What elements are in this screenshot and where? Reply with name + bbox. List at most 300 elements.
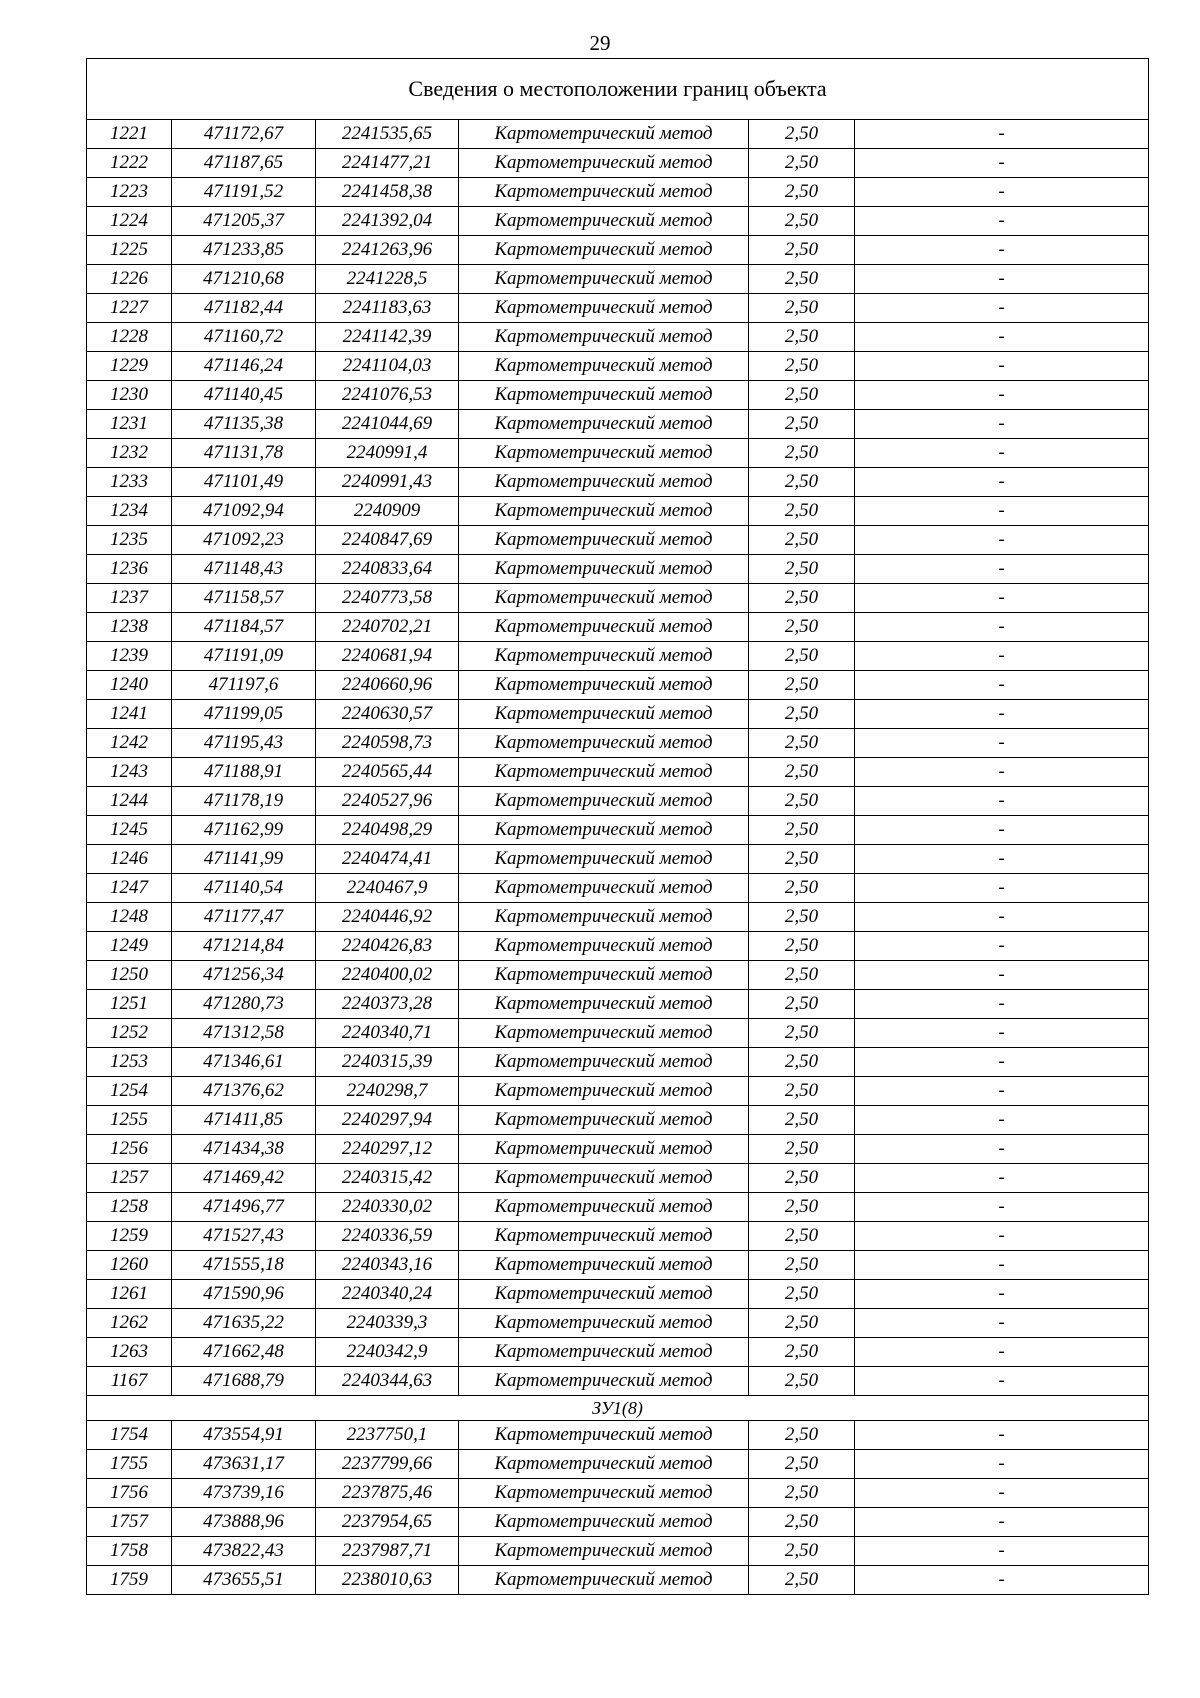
accuracy-cell: 2,50 (749, 1367, 855, 1396)
table-row (87, 845, 1149, 874)
description-cell: - (855, 1421, 1149, 1450)
y-coordinate-cell: 2240315,39 (316, 1048, 459, 1077)
x-coordinate-cell: 471187,65 (172, 149, 316, 178)
description-cell: - (855, 497, 1149, 526)
x-coordinate-cell: 471191,09 (172, 642, 316, 671)
point-number-cell: 1225 (87, 236, 172, 265)
point-number-cell: 1246 (87, 845, 172, 874)
description-cell: - (855, 816, 1149, 845)
y-coordinate-cell: 2237875,46 (316, 1479, 459, 1508)
point-number-cell: 1754 (87, 1421, 172, 1450)
point-number-cell: 1238 (87, 613, 172, 642)
description-cell: - (855, 787, 1149, 816)
table-row (87, 149, 1149, 178)
point-number-cell: 1223 (87, 178, 172, 207)
accuracy-cell: 2,50 (749, 932, 855, 961)
description-cell: - (855, 584, 1149, 613)
y-coordinate-cell: 2240991,43 (316, 468, 459, 497)
description-cell: - (855, 1019, 1149, 1048)
accuracy-cell: 2,50 (749, 1537, 855, 1566)
method-cell: Картометрический метод (459, 323, 749, 352)
table-row (87, 1566, 1149, 1595)
method-cell: Картометрический метод (459, 381, 749, 410)
point-number-cell: 1258 (87, 1193, 172, 1222)
method-cell: Картометрический метод (459, 1309, 749, 1338)
x-coordinate-cell: 471146,24 (172, 352, 316, 381)
accuracy-cell: 2,50 (749, 265, 855, 294)
description-cell: - (855, 381, 1149, 410)
method-cell: Картометрический метод (459, 178, 749, 207)
boundary-coordinates-table (86, 58, 1149, 1595)
description-cell: - (855, 1048, 1149, 1077)
y-coordinate-cell: 2240339,3 (316, 1309, 459, 1338)
x-coordinate-cell: 473739,16 (172, 1479, 316, 1508)
point-number-cell: 1755 (87, 1450, 172, 1479)
accuracy-cell: 2,50 (749, 758, 855, 787)
description-cell: - (855, 410, 1149, 439)
method-cell: Картометрический метод (459, 729, 749, 758)
x-coordinate-cell: 471376,62 (172, 1077, 316, 1106)
accuracy-cell: 2,50 (749, 1338, 855, 1367)
point-number-cell: 1759 (87, 1566, 172, 1595)
y-coordinate-cell: 2240474,41 (316, 845, 459, 874)
table-title-row (87, 59, 1149, 120)
x-coordinate-cell: 471160,72 (172, 323, 316, 352)
point-number-cell: 1758 (87, 1537, 172, 1566)
accuracy-cell: 2,50 (749, 1309, 855, 1338)
accuracy-cell: 2,50 (749, 323, 855, 352)
table-row (87, 1338, 1149, 1367)
description-cell: - (855, 352, 1149, 381)
point-number-cell: 1241 (87, 700, 172, 729)
y-coordinate-cell: 2240630,57 (316, 700, 459, 729)
y-coordinate-cell: 2240330,02 (316, 1193, 459, 1222)
accuracy-cell: 2,50 (749, 410, 855, 439)
accuracy-cell: 2,50 (749, 961, 855, 990)
accuracy-cell: 2,50 (749, 381, 855, 410)
description-cell: - (855, 468, 1149, 497)
x-coordinate-cell: 471177,47 (172, 903, 316, 932)
point-number-cell: 1260 (87, 1251, 172, 1280)
table-row (87, 410, 1149, 439)
table-row (87, 729, 1149, 758)
y-coordinate-cell: 2240991,4 (316, 439, 459, 468)
x-coordinate-cell: 471195,43 (172, 729, 316, 758)
method-cell: Картометрический метод (459, 526, 749, 555)
point-number-cell: 1234 (87, 497, 172, 526)
method-cell: Картометрический метод (459, 555, 749, 584)
method-cell: Картометрический метод (459, 497, 749, 526)
y-coordinate-cell: 2240660,96 (316, 671, 459, 700)
method-cell: Картометрический метод (459, 903, 749, 932)
table-row (87, 439, 1149, 468)
method-cell: Картометрический метод (459, 671, 749, 700)
accuracy-cell: 2,50 (749, 555, 855, 584)
method-cell: Картометрический метод (459, 1048, 749, 1077)
y-coordinate-cell: 2241228,5 (316, 265, 459, 294)
y-coordinate-cell: 2240909 (316, 497, 459, 526)
table-title: Сведения о местоположении границ объекта (87, 59, 1149, 120)
table-row (87, 961, 1149, 990)
table-row (87, 787, 1149, 816)
description-cell: - (855, 642, 1149, 671)
section-label: ЗУ1(8) (87, 1396, 1149, 1421)
x-coordinate-cell: 471256,34 (172, 961, 316, 990)
description-cell: - (855, 932, 1149, 961)
y-coordinate-cell: 2241142,39 (316, 323, 459, 352)
accuracy-cell: 2,50 (749, 1106, 855, 1135)
method-cell: Картометрический метод (459, 468, 749, 497)
method-cell: Картометрический метод (459, 613, 749, 642)
method-cell: Картометрический метод (459, 1251, 749, 1280)
accuracy-cell: 2,50 (749, 178, 855, 207)
point-number-cell: 1245 (87, 816, 172, 845)
x-coordinate-cell: 471131,78 (172, 439, 316, 468)
method-cell: Картометрический метод (459, 642, 749, 671)
y-coordinate-cell: 2237987,71 (316, 1537, 459, 1566)
x-coordinate-cell: 471162,99 (172, 816, 316, 845)
x-coordinate-cell: 473822,43 (172, 1537, 316, 1566)
y-coordinate-cell: 2238010,63 (316, 1566, 459, 1595)
accuracy-cell: 2,50 (749, 149, 855, 178)
x-coordinate-cell: 471140,54 (172, 874, 316, 903)
table-row (87, 1508, 1149, 1537)
description-cell: - (855, 323, 1149, 352)
y-coordinate-cell: 2240446,92 (316, 903, 459, 932)
point-number-cell: 1236 (87, 555, 172, 584)
y-coordinate-cell: 2240467,9 (316, 874, 459, 903)
description-cell: - (855, 439, 1149, 468)
accuracy-cell: 2,50 (749, 1421, 855, 1450)
accuracy-cell: 2,50 (749, 1251, 855, 1280)
x-coordinate-cell: 471205,37 (172, 207, 316, 236)
point-number-cell: 1239 (87, 642, 172, 671)
table-row (87, 468, 1149, 497)
y-coordinate-cell: 2240344,63 (316, 1367, 459, 1396)
accuracy-cell: 2,50 (749, 845, 855, 874)
point-number-cell: 1252 (87, 1019, 172, 1048)
description-cell: - (855, 1193, 1149, 1222)
accuracy-cell: 2,50 (749, 1280, 855, 1309)
description-cell: - (855, 1251, 1149, 1280)
x-coordinate-cell: 471188,91 (172, 758, 316, 787)
accuracy-cell: 2,50 (749, 1508, 855, 1537)
x-coordinate-cell: 471101,49 (172, 468, 316, 497)
method-cell: Картометрический метод (459, 1479, 749, 1508)
point-number-cell: 1249 (87, 932, 172, 961)
y-coordinate-cell: 2240400,02 (316, 961, 459, 990)
point-number-cell: 1251 (87, 990, 172, 1019)
table-row (87, 555, 1149, 584)
y-coordinate-cell: 2240340,24 (316, 1280, 459, 1309)
table-row (87, 526, 1149, 555)
description-cell: - (855, 961, 1149, 990)
accuracy-cell: 2,50 (749, 1193, 855, 1222)
y-coordinate-cell: 2241183,63 (316, 294, 459, 323)
description-cell: - (855, 845, 1149, 874)
table-row (87, 294, 1149, 323)
accuracy-cell: 2,50 (749, 1222, 855, 1251)
y-coordinate-cell: 2240343,16 (316, 1251, 459, 1280)
table-row (87, 671, 1149, 700)
x-coordinate-cell: 471178,19 (172, 787, 316, 816)
accuracy-cell: 2,50 (749, 294, 855, 323)
x-coordinate-cell: 471469,42 (172, 1164, 316, 1193)
x-coordinate-cell: 473655,51 (172, 1566, 316, 1595)
y-coordinate-cell: 2240298,7 (316, 1077, 459, 1106)
table-row (87, 1164, 1149, 1193)
x-coordinate-cell: 471434,38 (172, 1135, 316, 1164)
table-row (87, 1450, 1149, 1479)
method-cell: Картометрический метод (459, 1077, 749, 1106)
point-number-cell: 1232 (87, 439, 172, 468)
table-row (87, 1309, 1149, 1338)
point-number-cell: 1255 (87, 1106, 172, 1135)
description-cell: - (855, 903, 1149, 932)
method-cell: Картометрический метод (459, 1450, 749, 1479)
point-number-cell: 1247 (87, 874, 172, 903)
accuracy-cell: 2,50 (749, 1019, 855, 1048)
method-cell: Картометрический метод (459, 932, 749, 961)
y-coordinate-cell: 2240340,71 (316, 1019, 459, 1048)
point-number-cell: 1222 (87, 149, 172, 178)
accuracy-cell: 2,50 (749, 642, 855, 671)
x-coordinate-cell: 471184,57 (172, 613, 316, 642)
description-cell: - (855, 1222, 1149, 1251)
x-coordinate-cell: 471411,85 (172, 1106, 316, 1135)
method-cell: Картометрический метод (459, 410, 749, 439)
point-number-cell: 1256 (87, 1135, 172, 1164)
description-cell: - (855, 265, 1149, 294)
table-row (87, 990, 1149, 1019)
y-coordinate-cell: 2240773,58 (316, 584, 459, 613)
x-coordinate-cell: 471148,43 (172, 555, 316, 584)
x-coordinate-cell: 473631,17 (172, 1450, 316, 1479)
accuracy-cell: 2,50 (749, 1048, 855, 1077)
description-cell: - (855, 729, 1149, 758)
table-row (87, 1280, 1149, 1309)
x-coordinate-cell: 471135,38 (172, 410, 316, 439)
accuracy-cell: 2,50 (749, 584, 855, 613)
description-cell: - (855, 294, 1149, 323)
accuracy-cell: 2,50 (749, 729, 855, 758)
accuracy-cell: 2,50 (749, 468, 855, 497)
point-number-cell: 1226 (87, 265, 172, 294)
method-cell: Картометрический метод (459, 874, 749, 903)
x-coordinate-cell: 471092,23 (172, 526, 316, 555)
description-cell: - (855, 1338, 1149, 1367)
method-cell: Картометрический метод (459, 1421, 749, 1450)
method-cell: Картометрический метод (459, 1222, 749, 1251)
point-number-cell: 1756 (87, 1479, 172, 1508)
table-row (87, 120, 1149, 149)
description-cell: - (855, 1450, 1149, 1479)
table-row (87, 178, 1149, 207)
accuracy-cell: 2,50 (749, 207, 855, 236)
accuracy-cell: 2,50 (749, 439, 855, 468)
description-cell: - (855, 671, 1149, 700)
method-cell: Картометрический метод (459, 1193, 749, 1222)
description-cell: - (855, 990, 1149, 1019)
accuracy-cell: 2,50 (749, 1479, 855, 1508)
method-cell: Картометрический метод (459, 787, 749, 816)
y-coordinate-cell: 2237954,65 (316, 1508, 459, 1537)
accuracy-cell: 2,50 (749, 1135, 855, 1164)
method-cell: Картометрический метод (459, 816, 749, 845)
table-row (87, 1135, 1149, 1164)
description-cell: - (855, 1309, 1149, 1338)
x-coordinate-cell: 471688,79 (172, 1367, 316, 1396)
x-coordinate-cell: 471662,48 (172, 1338, 316, 1367)
method-cell: Картометрический метод (459, 207, 749, 236)
x-coordinate-cell: 471590,96 (172, 1280, 316, 1309)
table-row (87, 207, 1149, 236)
method-cell: Картометрический метод (459, 149, 749, 178)
table-row (87, 1537, 1149, 1566)
point-number-cell: 1227 (87, 294, 172, 323)
table-body (87, 59, 1149, 1595)
accuracy-cell: 2,50 (749, 787, 855, 816)
accuracy-cell: 2,50 (749, 526, 855, 555)
point-number-cell: 1237 (87, 584, 172, 613)
point-number-cell: 1248 (87, 903, 172, 932)
description-cell: - (855, 1280, 1149, 1309)
x-coordinate-cell: 471140,45 (172, 381, 316, 410)
method-cell: Картометрический метод (459, 584, 749, 613)
y-coordinate-cell: 2241477,21 (316, 149, 459, 178)
x-coordinate-cell: 471233,85 (172, 236, 316, 265)
description-cell: - (855, 120, 1149, 149)
accuracy-cell: 2,50 (749, 120, 855, 149)
accuracy-cell: 2,50 (749, 874, 855, 903)
method-cell: Картометрический метод (459, 990, 749, 1019)
x-coordinate-cell: 473888,96 (172, 1508, 316, 1537)
method-cell: Картометрический метод (459, 352, 749, 381)
y-coordinate-cell: 2241044,69 (316, 410, 459, 439)
x-coordinate-cell: 471141,99 (172, 845, 316, 874)
point-number-cell: 1257 (87, 1164, 172, 1193)
table-row (87, 1048, 1149, 1077)
description-cell: - (855, 526, 1149, 555)
description-cell: - (855, 613, 1149, 642)
description-cell: - (855, 758, 1149, 787)
table-row (87, 613, 1149, 642)
method-cell: Картометрический метод (459, 1019, 749, 1048)
point-number-cell: 1240 (87, 671, 172, 700)
y-coordinate-cell: 2240297,12 (316, 1135, 459, 1164)
point-number-cell: 1224 (87, 207, 172, 236)
table-row (87, 1479, 1149, 1508)
x-coordinate-cell: 471280,73 (172, 990, 316, 1019)
table-row (87, 1193, 1149, 1222)
description-cell: - (855, 1566, 1149, 1595)
point-number-cell: 1250 (87, 961, 172, 990)
method-cell: Картометрический метод (459, 439, 749, 468)
table-row (87, 1019, 1149, 1048)
method-cell: Картометрический метод (459, 1135, 749, 1164)
point-number-cell: 1233 (87, 468, 172, 497)
x-coordinate-cell: 471496,77 (172, 1193, 316, 1222)
description-cell: - (855, 178, 1149, 207)
description-cell: - (855, 1135, 1149, 1164)
x-coordinate-cell: 471312,58 (172, 1019, 316, 1048)
point-number-cell: 1235 (87, 526, 172, 555)
point-number-cell: 1230 (87, 381, 172, 410)
accuracy-cell: 2,50 (749, 700, 855, 729)
description-cell: - (855, 149, 1149, 178)
point-number-cell: 1263 (87, 1338, 172, 1367)
point-number-cell: 1259 (87, 1222, 172, 1251)
method-cell: Картометрический метод (459, 1164, 749, 1193)
description-cell: - (855, 1106, 1149, 1135)
y-coordinate-cell: 2241392,04 (316, 207, 459, 236)
accuracy-cell: 2,50 (749, 1450, 855, 1479)
table-row (87, 1077, 1149, 1106)
point-number-cell: 1244 (87, 787, 172, 816)
point-number-cell: 1242 (87, 729, 172, 758)
method-cell: Картометрический метод (459, 120, 749, 149)
page-number: 29 (589, 31, 611, 55)
description-cell: - (855, 207, 1149, 236)
accuracy-cell: 2,50 (749, 990, 855, 1019)
section-header-row (87, 1396, 1149, 1421)
x-coordinate-cell: 471191,52 (172, 178, 316, 207)
x-coordinate-cell: 471555,18 (172, 1251, 316, 1280)
description-cell: - (855, 1479, 1149, 1508)
point-number-cell: 1231 (87, 410, 172, 439)
table-row (87, 381, 1149, 410)
x-coordinate-cell: 471635,22 (172, 1309, 316, 1338)
table-row (87, 874, 1149, 903)
point-number-cell: 1262 (87, 1309, 172, 1338)
table-row (87, 1106, 1149, 1135)
method-cell: Картометрический метод (459, 700, 749, 729)
y-coordinate-cell: 2240527,96 (316, 787, 459, 816)
y-coordinate-cell: 2241104,03 (316, 352, 459, 381)
accuracy-cell: 2,50 (749, 816, 855, 845)
method-cell: Картометрический метод (459, 1280, 749, 1309)
description-cell: - (855, 1077, 1149, 1106)
method-cell: Картометрический метод (459, 1106, 749, 1135)
y-coordinate-cell: 2241263,96 (316, 236, 459, 265)
table-row (87, 1421, 1149, 1450)
y-coordinate-cell: 2240315,42 (316, 1164, 459, 1193)
y-coordinate-cell: 2240833,64 (316, 555, 459, 584)
description-cell: - (855, 1367, 1149, 1396)
method-cell: Картометрический метод (459, 1537, 749, 1566)
point-number-cell: 1243 (87, 758, 172, 787)
point-number-cell: 1254 (87, 1077, 172, 1106)
accuracy-cell: 2,50 (749, 903, 855, 932)
table-row (87, 642, 1149, 671)
x-coordinate-cell: 471182,44 (172, 294, 316, 323)
table-row (87, 584, 1149, 613)
table-row (87, 265, 1149, 294)
accuracy-cell: 2,50 (749, 497, 855, 526)
method-cell: Картометрический метод (459, 1367, 749, 1396)
description-cell: - (855, 1537, 1149, 1566)
method-cell: Картометрический метод (459, 1508, 749, 1537)
method-cell: Картометрический метод (459, 1566, 749, 1595)
y-coordinate-cell: 2240847,69 (316, 526, 459, 555)
accuracy-cell: 2,50 (749, 671, 855, 700)
description-cell: - (855, 700, 1149, 729)
y-coordinate-cell: 2240336,59 (316, 1222, 459, 1251)
accuracy-cell: 2,50 (749, 236, 855, 265)
point-number-cell: 1253 (87, 1048, 172, 1077)
table-row (87, 700, 1149, 729)
table-row (87, 236, 1149, 265)
